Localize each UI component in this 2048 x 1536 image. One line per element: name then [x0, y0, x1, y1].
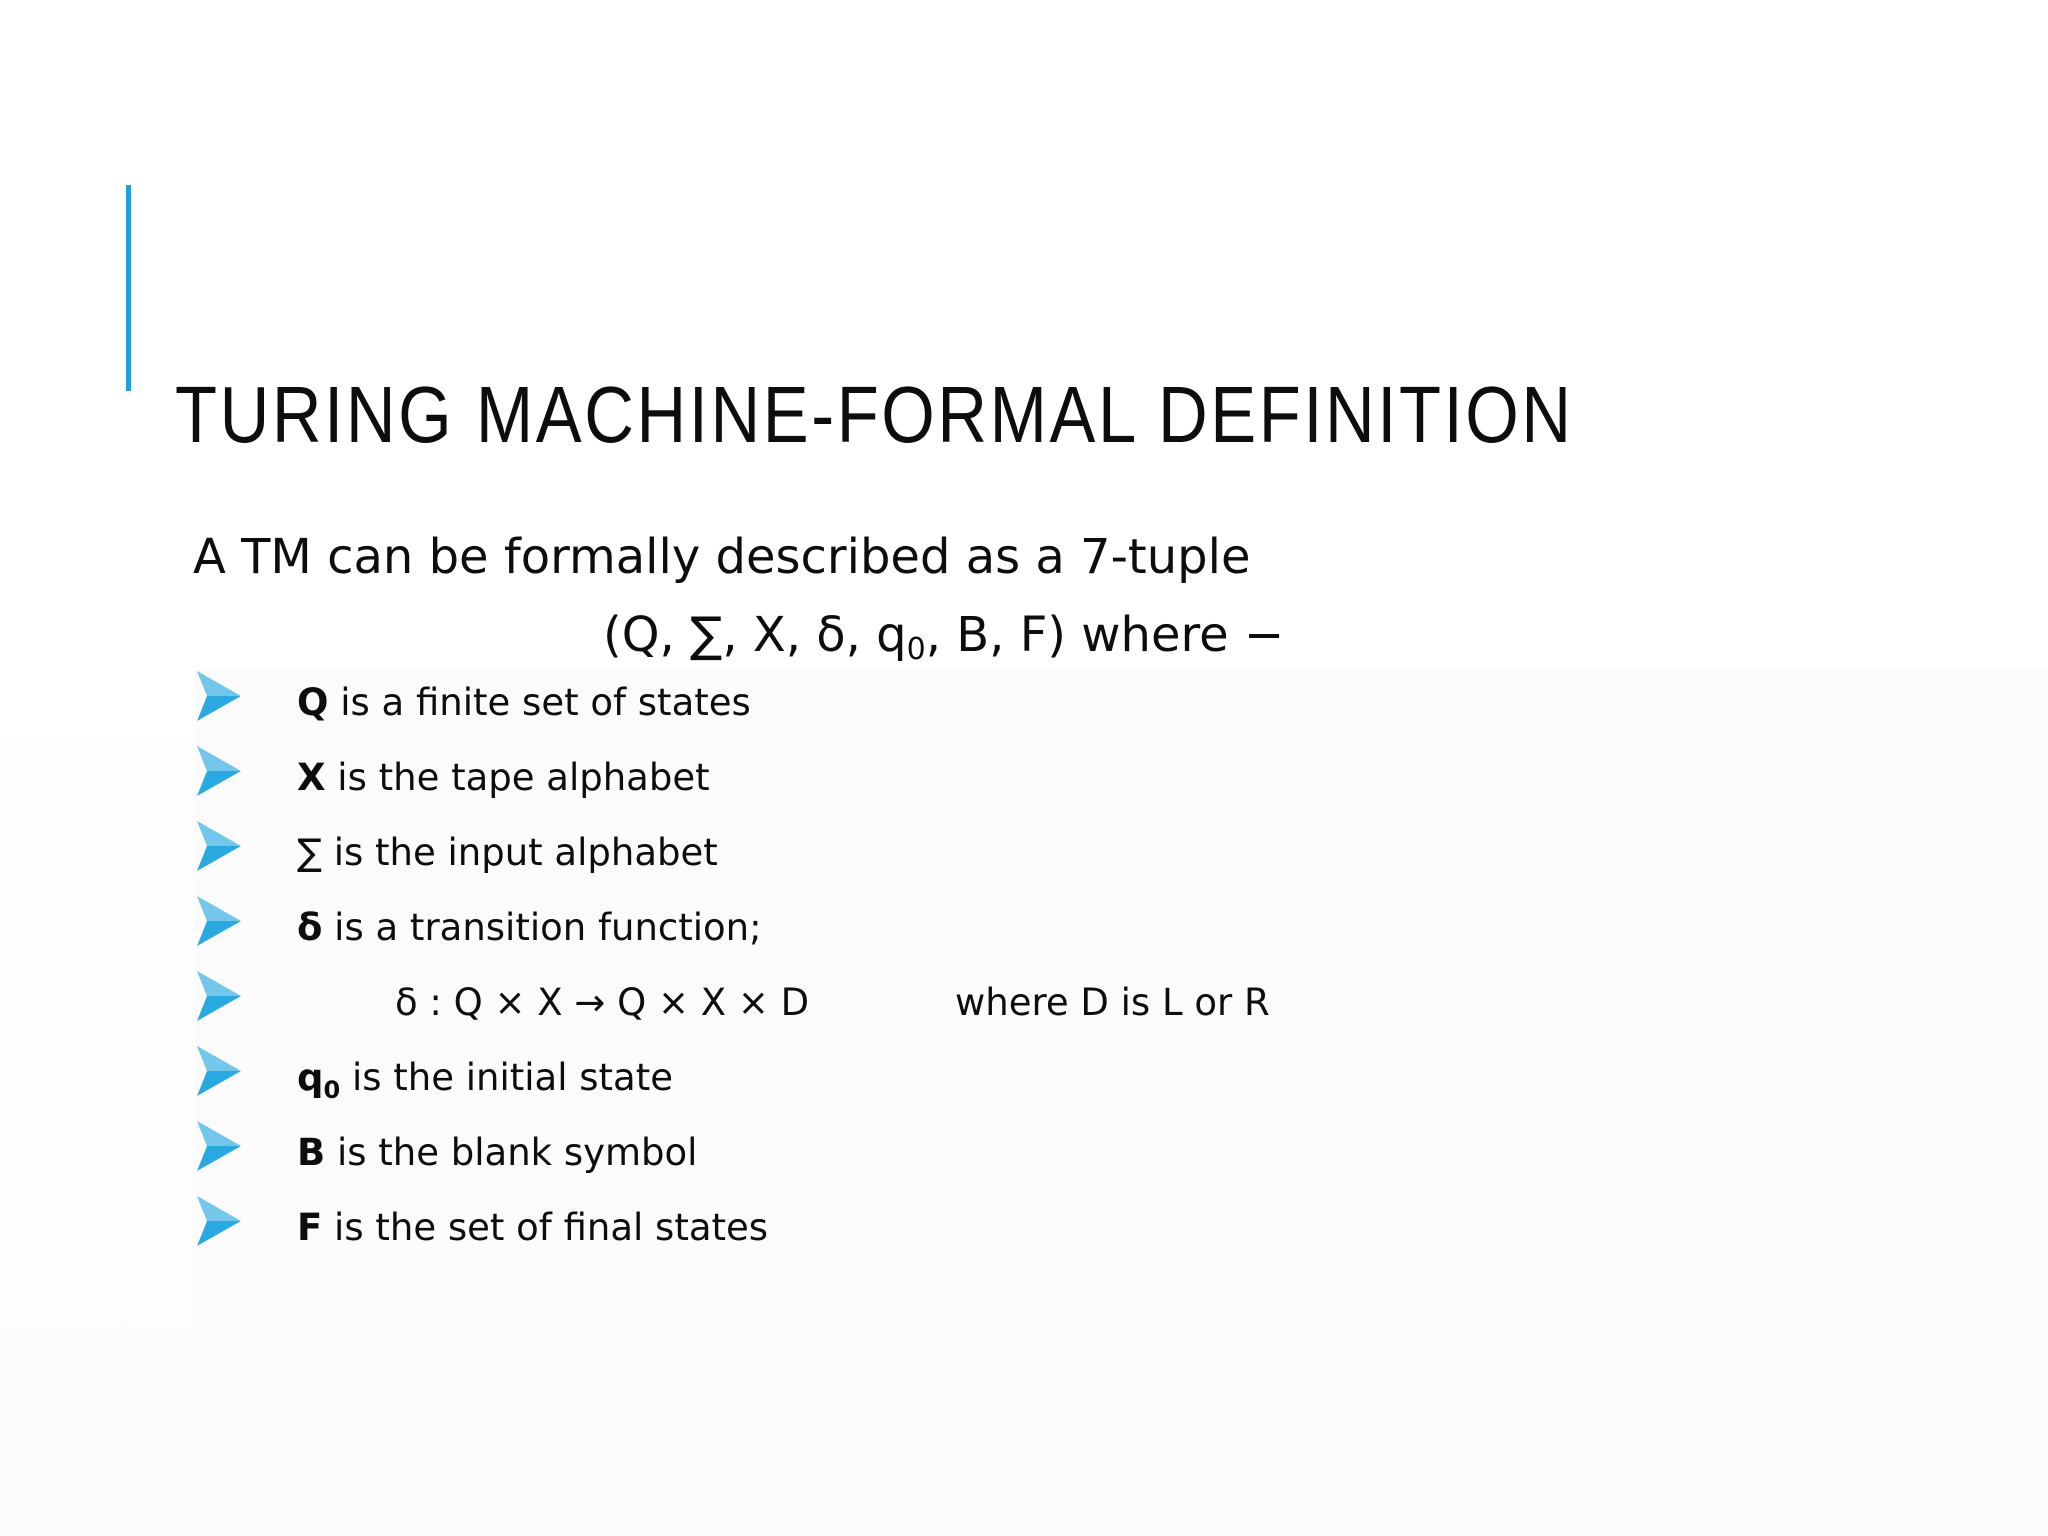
arrowhead-bullet-icon: [195, 743, 243, 799]
slide-title: TURING MACHINE-FORMAL DEFINITION: [175, 370, 1574, 459]
description-text: is a finite set of states: [328, 681, 751, 724]
arrowhead-bullet-icon: [195, 893, 243, 949]
list-item-initial-state: [195, 1043, 1495, 1118]
symbol-delta: δ: [297, 906, 323, 949]
list-item-states: [195, 668, 1495, 743]
intro-text: A TM can be formally described as a 7-tuple: [193, 529, 1251, 585]
description-text: is the set of final states: [322, 1206, 769, 1249]
arrowhead-bullet-icon: [195, 668, 243, 724]
arrowhead-bullet-icon: [195, 1193, 243, 1249]
list-item-blank-symbol: [195, 1118, 1495, 1193]
arrowhead-bullet-icon: [195, 1118, 243, 1174]
symbol-f: F: [297, 1206, 323, 1249]
tuple-text-end: , B, F) where −: [925, 607, 1285, 663]
symbol-sigma: ∑: [297, 831, 322, 874]
list-item-final-states: [195, 1193, 1495, 1268]
symbol-q: Q: [297, 681, 329, 724]
list-item-transition-formula: [195, 968, 1495, 1043]
arrowhead-bullet-icon: [195, 1043, 243, 1099]
symbol-subscript: 0: [323, 1076, 341, 1104]
description-text: is a transition function;: [322, 906, 762, 949]
description-text: is the blank symbol: [325, 1131, 698, 1174]
arrowhead-bullet-icon: [195, 818, 243, 874]
tuple-subscript: 0: [906, 632, 926, 667]
tuple-text-start: (Q, ∑, X, δ, q: [603, 607, 907, 663]
symbol-x: X: [297, 756, 326, 799]
description-text: is the initial state: [340, 1056, 674, 1099]
list-item-tape-alphabet: [195, 743, 1495, 818]
symbol-b: B: [297, 1131, 326, 1174]
list-item-input-alphabet: [195, 818, 1495, 893]
transition-formula: δ : Q × X → Q × X × D: [395, 981, 810, 1024]
list-item-transition-function: [195, 893, 1495, 968]
arrowhead-bullet-icon: [195, 968, 243, 1024]
symbol-q0: q: [297, 1056, 324, 1099]
direction-note: where D is L or R: [955, 981, 1270, 1024]
description-text: is the tape alphabet: [325, 756, 710, 799]
description-text: is the input alphabet: [321, 831, 718, 874]
